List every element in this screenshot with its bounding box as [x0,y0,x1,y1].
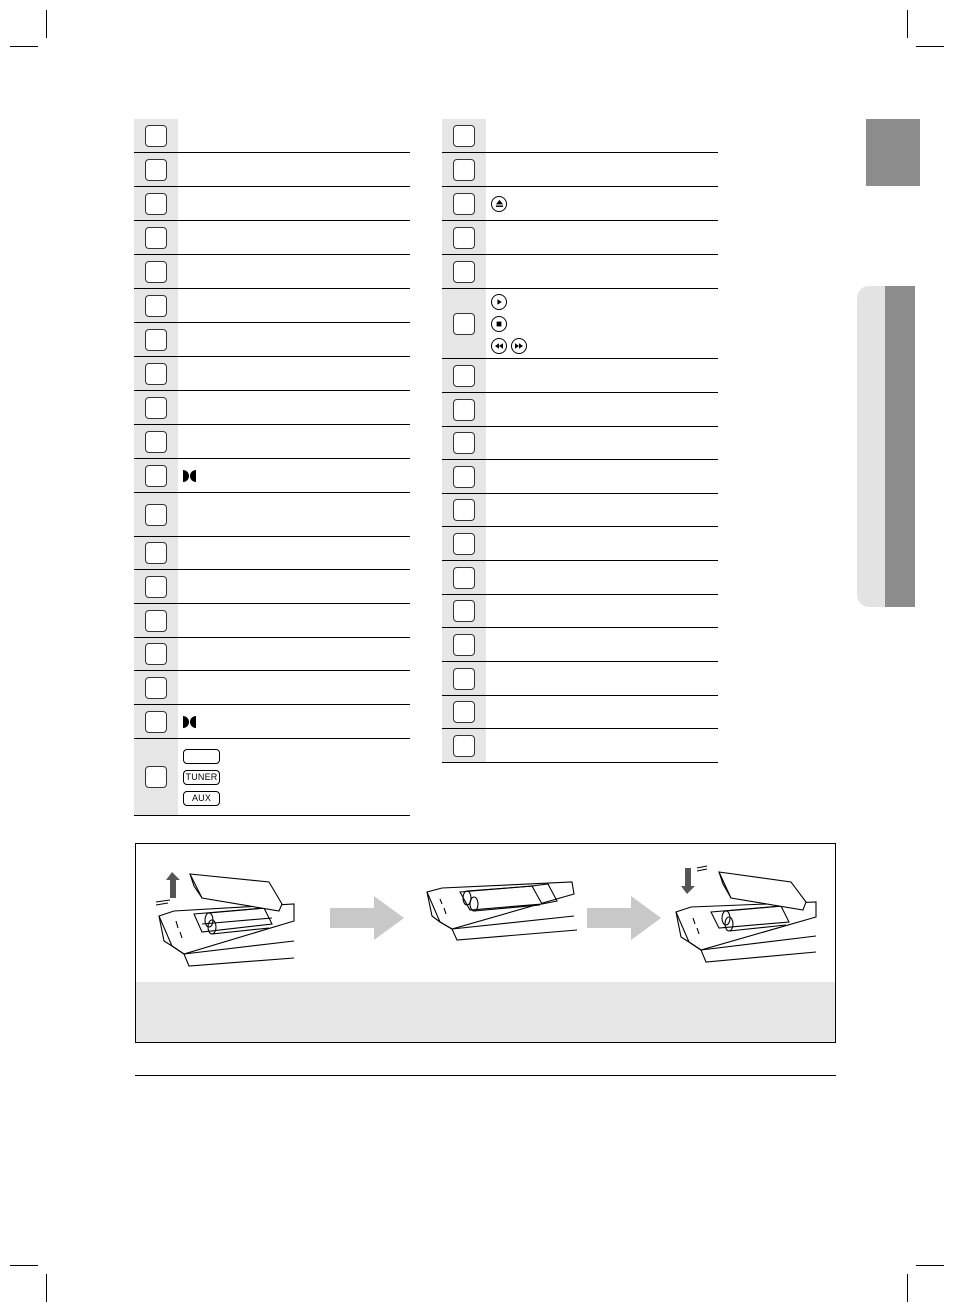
crop-mark [916,46,944,47]
description-cell [486,561,718,594]
crop-mark [916,1265,944,1266]
number-cell [134,255,178,288]
number-box [453,600,475,622]
number-box [453,313,475,335]
number-cell [442,527,486,560]
description-cell [486,119,718,152]
number-cell [134,537,178,569]
number-box [453,533,475,555]
battery-installation-box [135,843,836,1043]
table-row [442,595,718,628]
crop-mark [10,46,38,47]
number-box [453,634,475,656]
description-cell [178,289,410,322]
description-cell [486,460,718,493]
description-cell [178,187,410,220]
table-row [442,460,718,494]
bottom-divider [135,1075,836,1076]
number-cell [442,359,486,392]
description-cell [486,359,718,392]
number-box [145,610,167,632]
number-cell [442,153,486,186]
description-cell [486,393,718,426]
remote-buttons-table-right [442,119,718,763]
number-cell [442,595,486,627]
description-cell [178,604,410,637]
description-cell [486,494,718,526]
number-box [453,193,475,215]
number-cell [442,221,486,254]
number-cell [442,393,486,426]
table-row [442,527,718,561]
number-box [145,711,167,733]
table-row [442,494,718,527]
number-box [453,261,475,283]
stop-icon [491,316,507,332]
number-box [145,227,167,249]
remote-buttons-table-left [134,119,410,816]
description-cell [178,323,410,356]
description-cell [178,638,410,670]
number-cell [134,493,178,536]
table-row [134,425,410,459]
number-box [145,295,167,317]
number-cell [134,425,178,458]
number-cell [134,739,178,815]
description-cell [178,570,410,603]
number-box [145,766,167,788]
table-row [442,289,718,359]
aux-button: AUX [183,791,220,806]
number-box [145,261,167,283]
table-row [134,357,410,391]
number-cell [134,289,178,322]
number-box [453,735,475,757]
number-cell [442,494,486,526]
source-button-blank [183,749,220,764]
number-cell [134,638,178,670]
table-row [134,119,410,153]
number-cell [442,729,486,762]
fast-forward-icon [511,338,527,354]
section-tab-side [857,286,915,607]
open-cover-illustration [154,866,319,976]
header-line [136,843,334,844]
dolby-logo-icon [183,470,196,482]
number-cell [442,628,486,661]
description-cell [178,671,410,704]
table-row [134,739,410,816]
number-cell [442,187,486,220]
table-row [442,628,718,662]
number-box [453,432,475,454]
number-cell [134,705,178,738]
number-box [453,399,475,421]
number-cell [134,604,178,637]
table-row [134,671,410,705]
table-row [442,153,718,187]
number-cell [442,119,486,152]
number-box [145,677,167,699]
table-row [442,696,718,729]
play-icon [491,294,507,310]
description-cell [486,662,718,695]
step-arrow-icon [587,896,661,940]
description-cell [178,357,410,390]
table-row [134,187,410,221]
crop-mark [10,1265,38,1266]
section-tab-side-dark [885,286,915,607]
table-row [134,153,410,187]
number-box [453,701,475,723]
number-cell [134,671,178,704]
table-row [134,493,410,537]
description-cell [486,628,718,661]
number-cell [442,561,486,594]
number-box [453,125,475,147]
dolby-logo-icon [183,716,196,728]
number-box [145,329,167,351]
description-cell [486,427,718,459]
description-cell [178,391,410,424]
table-row [134,221,410,255]
number-box [145,431,167,453]
table-row [442,729,718,763]
number-box [453,227,475,249]
eject-icon [491,196,507,212]
tuner-button: TUNER [183,770,220,785]
number-cell [134,459,178,492]
battery-note-area [136,982,835,1042]
table-row [442,359,718,393]
section-tab-top [866,119,920,186]
description-cell [178,255,410,288]
description-cell [486,153,718,186]
table-row [134,255,410,289]
table-row [442,119,718,153]
number-cell [134,187,178,220]
number-box [145,576,167,598]
number-box [145,397,167,419]
insert-batteries-illustration [422,874,592,954]
table-row [134,638,410,671]
number-box [453,466,475,488]
description-cell [178,459,410,492]
description-cell [178,153,410,186]
close-cover-illustration [671,862,836,972]
number-cell [134,221,178,254]
table-row [134,391,410,425]
number-cell [442,696,486,728]
number-box [145,363,167,385]
description-cell [178,425,410,458]
description-cell [178,493,410,536]
step-arrow-icon [330,896,404,940]
description-cell [178,537,410,569]
table-row [442,662,718,696]
number-cell [134,357,178,390]
table-row [134,537,410,570]
description-cell [178,705,410,738]
number-box [453,159,475,181]
table-row [442,561,718,595]
description-cell [486,221,718,254]
description-cell [178,119,410,152]
number-cell [442,460,486,493]
crop-mark [907,1274,908,1302]
description-cell [178,739,410,815]
table-row [134,570,410,604]
description-cell [486,729,718,762]
number-box [145,643,167,665]
table-row [442,221,718,255]
table-row [134,323,410,357]
table-row [134,705,410,739]
table-row [134,459,410,493]
number-box [453,668,475,690]
description-cell [178,221,410,254]
number-cell [442,255,486,288]
number-box [453,365,475,387]
number-box [145,193,167,215]
number-box [145,542,167,564]
number-box [453,567,475,589]
crop-mark [907,10,908,38]
number-cell [442,427,486,459]
table-row [442,187,718,221]
table-row [134,604,410,638]
crop-mark [46,10,47,38]
table-row [134,289,410,323]
number-cell [134,570,178,603]
number-cell [134,323,178,356]
number-box [145,465,167,487]
number-cell [442,289,486,358]
rewind-icon [491,338,507,354]
number-cell [134,391,178,424]
description-cell [486,187,718,220]
table-row [442,255,718,289]
description-cell [486,289,718,358]
table-row [442,393,718,427]
number-cell [442,662,486,695]
crop-mark [46,1274,47,1302]
number-cell [134,153,178,186]
description-cell [486,255,718,288]
number-box [453,499,475,521]
table-row [442,427,718,460]
number-box [145,125,167,147]
description-cell [486,527,718,560]
number-box [145,159,167,181]
number-box [145,504,167,526]
description-cell [486,696,718,728]
description-cell [486,595,718,627]
number-cell [134,119,178,152]
